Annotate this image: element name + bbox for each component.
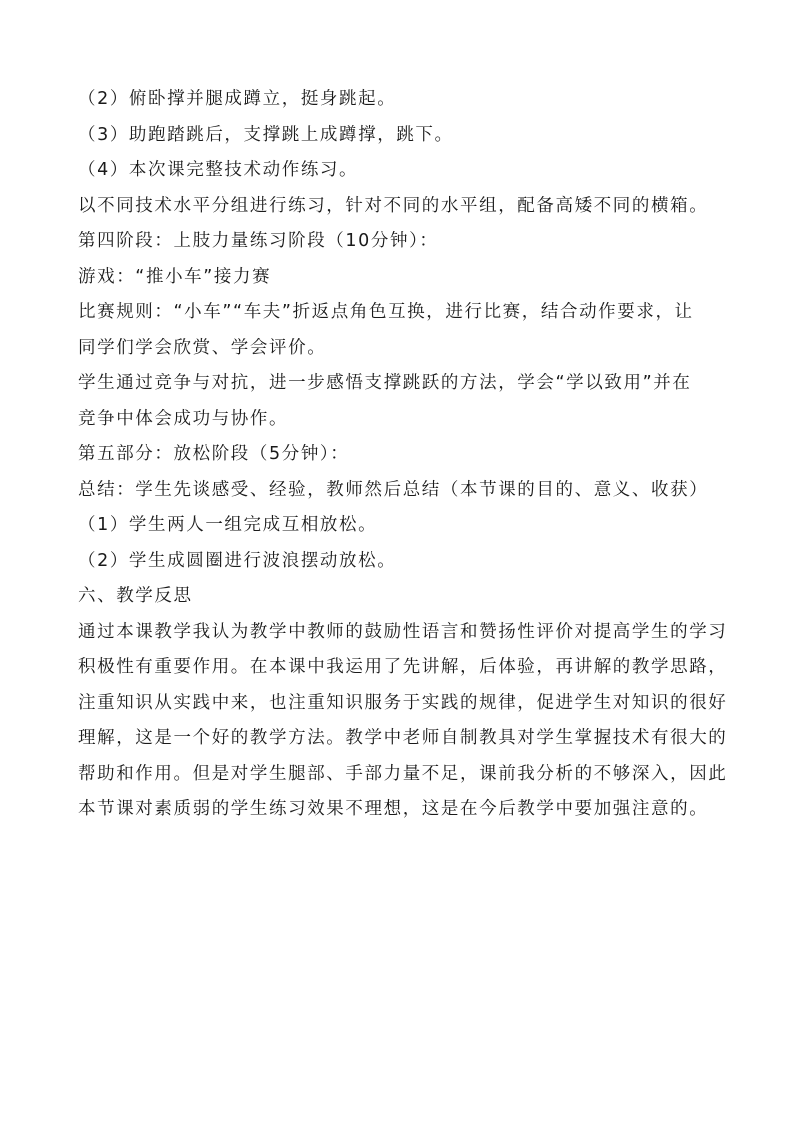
list-item-4: （4）本次课完整技术动作练习。: [78, 160, 359, 180]
reflection-line-4: 理解，这是一个好的教学方法。教学中老师自制教具对学生掌握技术有很大的: [78, 728, 728, 748]
reflection-line-6: 本节课对素质弱的学生练习效果不理想，这是在今后教学中要加强注意的。: [78, 799, 709, 819]
reflection-line-2: 积极性有重要作用。在本课中我运用了先讲解，后体验，再讲解的教学思路，: [78, 657, 728, 677]
reflection-line-5: 帮助和作用。但是对学生腿部、手部力量不足，课前我分析的不够深入，因此: [78, 763, 728, 784]
reflection-line-3: 注重知识从实践中来，也注重知识服务于实践的规律，促进学生对知识的很好: [78, 692, 728, 713]
game-rules-line-1: 比赛规则：“小车”“车夫”折返点角色互换，进行比赛，结合动作要求，让: [78, 302, 694, 322]
section-heading-reflection: 六、教学反思: [78, 586, 193, 606]
document-body: [78, 82, 728, 828]
relax-item-1: （1）学生两人一组完成互相放松。: [78, 515, 378, 535]
competition-paragraph-line-1: 学生通过竞争与对抗，进一步感悟支撑跳跃的方法，学会“学以致用”并在: [78, 373, 692, 393]
competition-paragraph-line-2: 竞争中体会成功与协作。: [78, 408, 289, 429]
section-heading-stage-five: 第五部分：放松阶段（5分钟）：: [78, 444, 350, 464]
summary-line: 总结：学生先谈感受、经验，教师然后总结（本节课的目的、意义、收获）: [78, 479, 709, 500]
game-title: 游戏：“推小车”接力赛: [78, 266, 272, 287]
paragraph-grouping: 以不同技术水平分组进行练习，针对不同的水平组，配备高矮不同的横箱。: [78, 195, 709, 216]
relax-item-2: （2）学生成圆圈进行波浪摆动放松。: [78, 550, 397, 571]
reflection-line-1: 通过本课教学我认为教学中教师的鼓励性语言和赞扬性评价对提高学生的学习: [78, 621, 728, 642]
game-rules-line-2: 同学们学会欣赏、学会评价。: [78, 337, 327, 358]
list-item-2: （2）俯卧撑并腿成蹲立，挺身跳起。: [78, 89, 397, 109]
list-item-3: （3）助跑踏跳后，支撑跳上成蹲撑，跳下。: [78, 124, 454, 145]
section-heading-stage-four: 第四阶段：上肢力量练习阶段（10分钟）：: [78, 231, 439, 251]
